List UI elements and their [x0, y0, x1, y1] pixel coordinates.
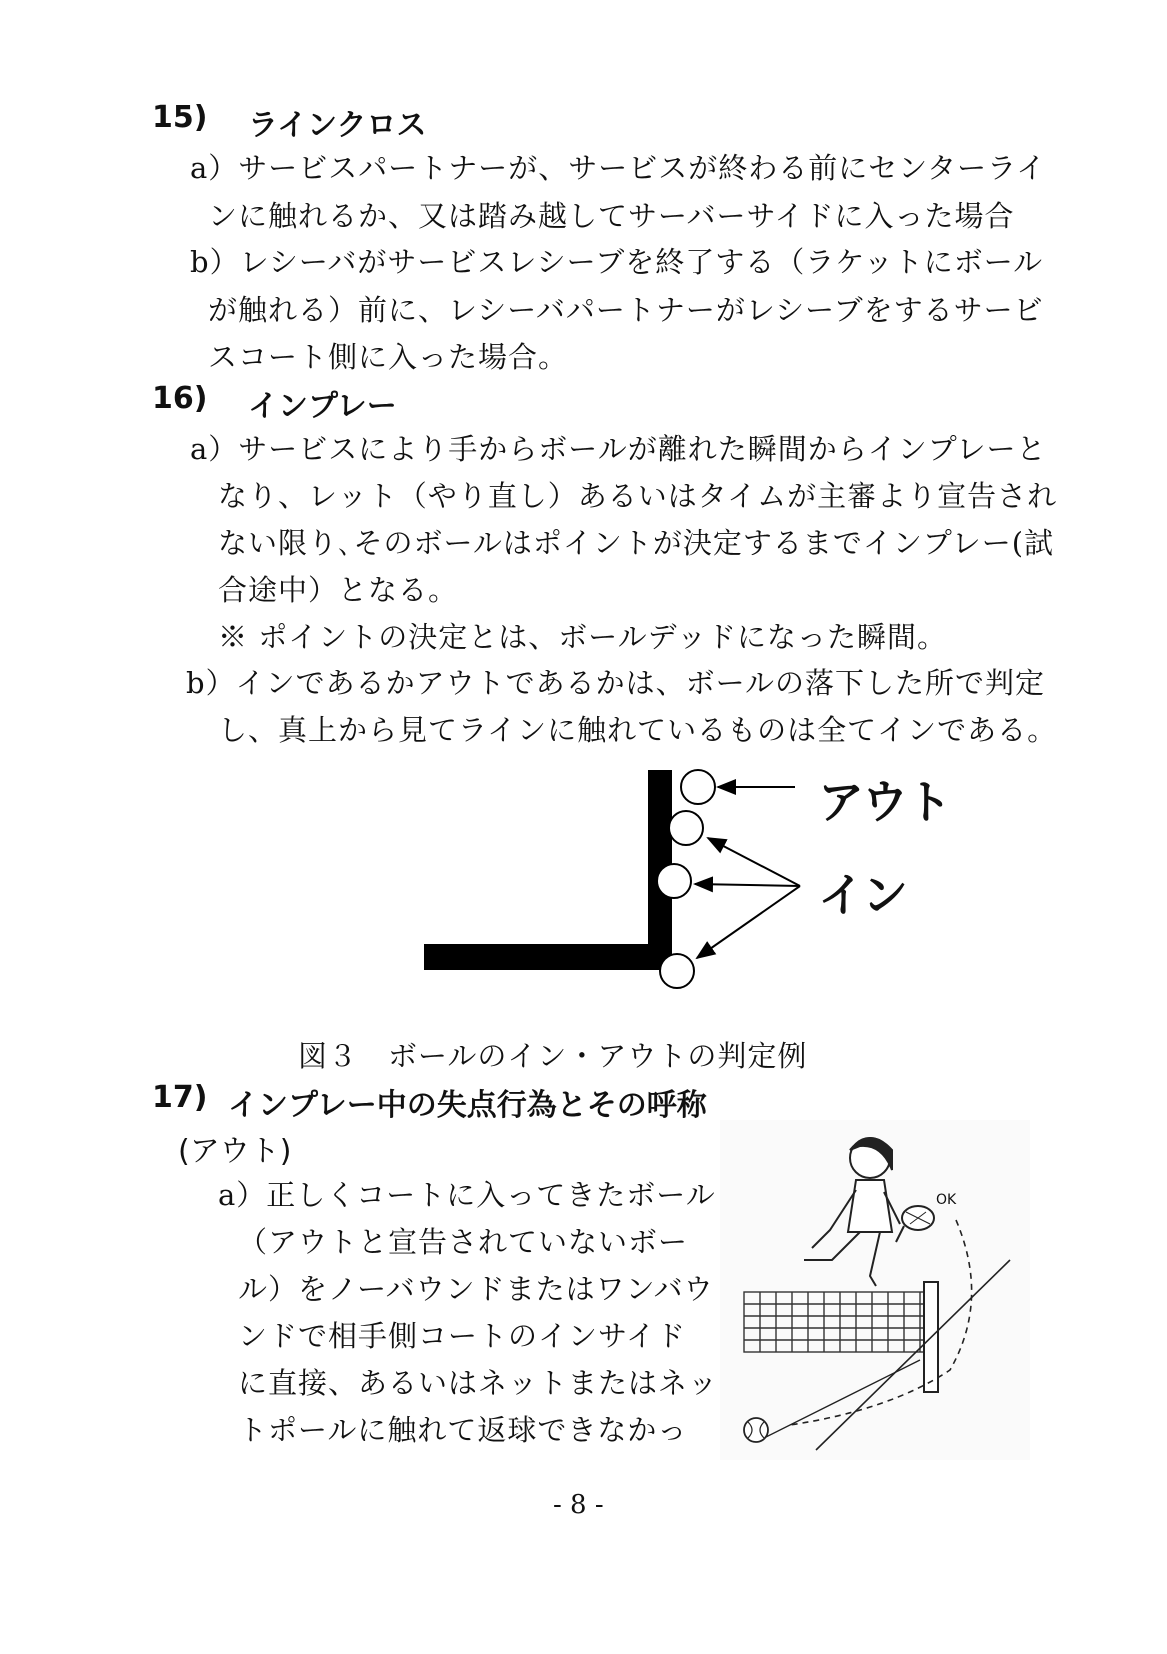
- section-17-a-line-5: に直接、あるいはネットまたはネッ: [238, 1366, 719, 1400]
- ball-in-3: [660, 954, 694, 988]
- figure-3-caption: 図３ ボールのイン・アウトの判定例: [298, 1039, 808, 1073]
- tennis-player-illustration: [720, 1120, 1030, 1460]
- ball-in-1: [669, 811, 703, 845]
- section-15-b-line-3: スコート側に入った場合。: [208, 340, 569, 374]
- section-17-number: 17): [152, 1080, 208, 1115]
- page-number: - 8 -: [553, 1490, 604, 1520]
- section-17-a-line-6: トポールに触れて返球できなかっ: [238, 1413, 688, 1447]
- section-16-b-line-2: し、真上から見てラインに触れているものは全てインである。: [218, 713, 1058, 747]
- ball-in-2: [657, 864, 691, 898]
- section-15-b-line-2: が触れる）前に、レシーバパートナーがレシーブをするサービ: [208, 293, 1044, 327]
- section-16-note: ※ ポイントの決定とは、ボールデッドになった瞬間。: [218, 620, 948, 654]
- section-15-number: 15): [152, 100, 208, 135]
- arrow-in-1: [708, 838, 800, 886]
- section-15-a-line-1: a）サービスパートナーが、サービスが終わる前にセンターライ: [190, 151, 1047, 185]
- label-out: アウト: [818, 775, 950, 829]
- section-17-a-line-2: （アウトと宣告されていないボー: [238, 1225, 689, 1259]
- arrow-in-3: [697, 886, 800, 958]
- arrow-in-2: [695, 884, 800, 886]
- section-17-title: インプレー中の失点行為とその呼称: [228, 1088, 707, 1123]
- tennis-ball-icon: [744, 1418, 768, 1442]
- section-17-a-line-4: ンドで相手側コートのインサイド: [238, 1319, 686, 1353]
- section-16-a-line-2: なり、レット（やり直し）あるいはタイムが主審より宣告され: [218, 479, 1058, 513]
- section-16-number: 16): [152, 381, 208, 416]
- section-16-a-line-1: a）サービスにより手からボールが離れた瞬間からインプレーと: [190, 432, 1047, 466]
- section-17-a-line-3: ル）をノーバウンドまたはワンバウ: [238, 1272, 714, 1306]
- section-17-a-line-1: a）正しくコートに入ってきたボール: [218, 1178, 716, 1212]
- section-15-a-line-2: ンに触れるか、又は踏み越してサーバーサイドに入った場合: [208, 199, 1015, 233]
- section-15-b-line-1: b）レシーバがサービスレシーブを終了する（ラケットにボール: [190, 245, 1044, 279]
- section-16-b-line-1: b）インであるかアウトであるかは、ボールの落下した所で判定: [186, 666, 1045, 700]
- illustration-ok-label: OK: [936, 1192, 957, 1208]
- section-16-title: インプレー: [248, 389, 397, 424]
- ball-out: [681, 770, 715, 804]
- section-17-subtitle: (アウト): [178, 1134, 292, 1169]
- baseline-bar: [424, 944, 672, 970]
- section-16-a-line-4: 合途中）となる。: [218, 573, 459, 607]
- label-in: イン: [818, 868, 906, 922]
- section-16-a-line-3: ない限り､そのボールはポイントが決定するまでインプレー(試: [218, 526, 1055, 560]
- section-15-title: ラインクロス: [248, 108, 427, 143]
